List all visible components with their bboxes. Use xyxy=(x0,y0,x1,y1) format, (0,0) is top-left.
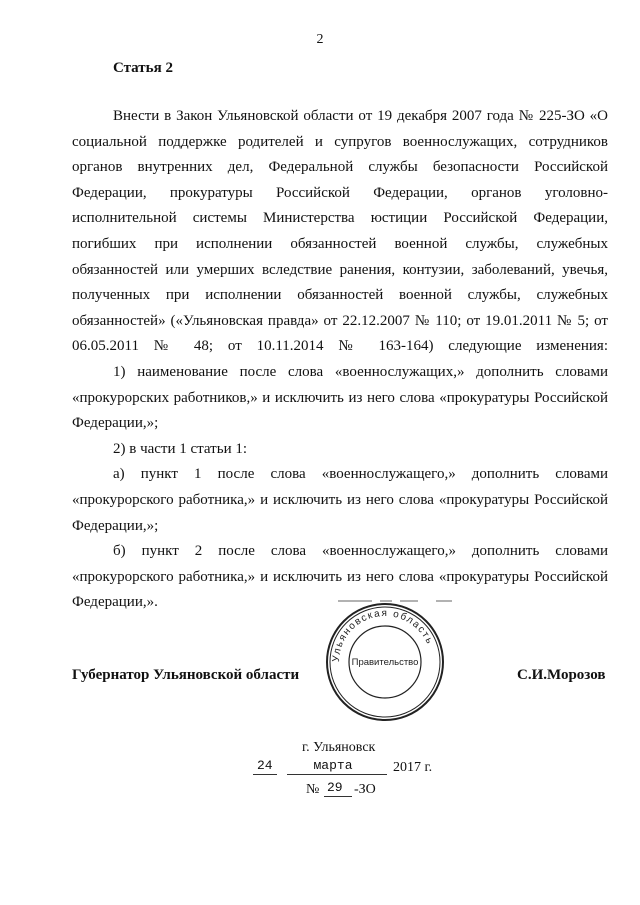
seal-center-text: Правительство xyxy=(351,657,419,668)
date-year: 2017 г. xyxy=(393,760,433,775)
article-title: Статья 2 xyxy=(113,60,173,76)
date-day: 24 xyxy=(257,758,273,773)
seal-ring-text: Ульяновская область xyxy=(330,607,436,663)
law-number xyxy=(306,780,416,802)
page-number: 2 xyxy=(316,32,324,47)
number-suffix: -ЗО xyxy=(354,782,376,797)
paragraph-intro: Внести в Закон Ульяновской области от 19 декабря 2007 года № 225-ЗО «О социальной поддержке родителей и супругов военнослужащих, сотрудников органов внутренних дел, Федеральной службы безопасности Российской Федерации, прокуратуры Российской Федерации, органов уголовно-исполнительной системы Министерства юстиции Российской Федерации, погибших при исполнении обязанностей военной службы, служебных обязанностей или умерших вследствие ранения, контузии, заболеваний, увечья, полученных при исполнении обязанностей военной службы, служебных обязанностей» («Ульяновская правда» от 22.12.2007 № 110; от 19.01.2011 № 5; от 06.05.2011 № 48; от 10.11.2014 № 163-164) следующие изменения: xyxy=(72,108,608,355)
number-value: 29 xyxy=(327,780,343,795)
paragraph-item-1: 1) наименование после слова «военнослужащих,» дополнить словами «прокурорских работников,» и исключить из него слова «прокуратуры Российской Федерации,»; xyxy=(72,363,608,432)
date-day-underline xyxy=(253,774,277,775)
official-seal xyxy=(321,598,449,726)
footer-city: г. Ульяновск xyxy=(302,740,376,755)
paragraph-subitem-a: а) пункт 1 после слова «военнослужащего,» дополнить словами «прокурорского работника,» и исключить из него слова «прокуратуры Российской Федерации,»; xyxy=(72,466,608,534)
date-month: марта xyxy=(313,758,353,773)
paragraph-item-2: 2) в части 1 статьи 1: xyxy=(113,440,248,457)
footer-date xyxy=(253,758,443,780)
article-body xyxy=(72,104,608,616)
number-underline xyxy=(324,796,352,797)
date-month-underline xyxy=(287,774,387,775)
paragraph-subitem-b: б) пункт 2 после слова «военнослужащего,» дополнить словами «прокурорского работника,» и исключить из него слова «прокуратуры Российской Федерации,». xyxy=(72,543,608,611)
signatory-title: Губернатор Ульяновской области xyxy=(72,667,300,683)
signatory-name: С.И.Морозов xyxy=(517,667,606,683)
number-sign: № xyxy=(306,782,320,797)
